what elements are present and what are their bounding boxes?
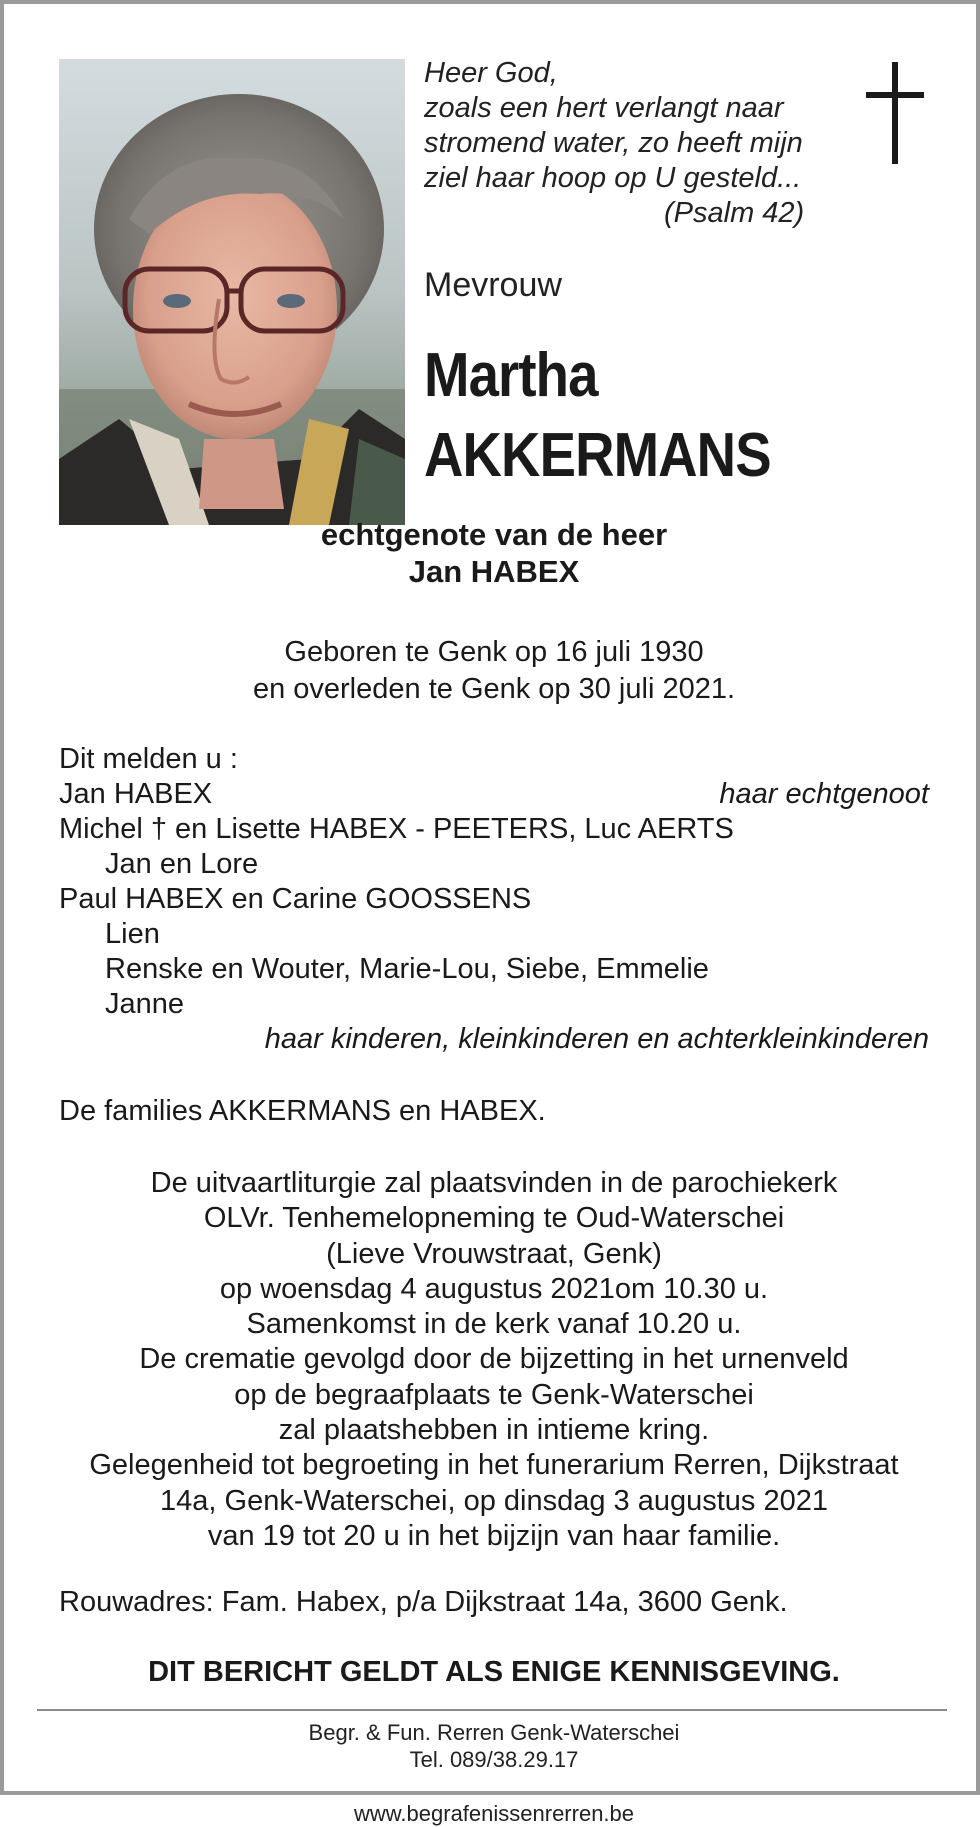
funeral-line: zal plaatshebben in intieme kring. xyxy=(278,1414,710,1447)
company-name: Begr. & Fun. Rerren Genk-Waterschei xyxy=(308,1720,680,1745)
spouse-name: Jan HABEX xyxy=(59,778,213,810)
birth-death-dates xyxy=(59,634,929,708)
website-link[interactable]: www.begrafenissenrerren.be xyxy=(353,1801,635,1826)
spouse-line: Jan HABEX xyxy=(408,554,580,589)
family-row-spouse xyxy=(59,777,929,812)
portrait-photo xyxy=(59,59,405,525)
families-line: De families AKKERMANS en HABEX. xyxy=(59,1095,546,1127)
spouse-info xyxy=(59,516,929,590)
family-row: Janne xyxy=(105,988,185,1020)
family-row: Lien xyxy=(105,918,160,950)
notice-statement: DIT BERICHT GELDT ALS ENIGE KENNISGEVING. xyxy=(148,1656,840,1688)
family-list xyxy=(59,742,929,1057)
quote-reference: (Psalm 42) xyxy=(664,197,805,229)
funeral-details xyxy=(44,1166,944,1554)
funeral-line: van 19 tot 20 u in het bijzijn van haar familie. xyxy=(207,1519,781,1552)
family-row: Renske en Wouter, Marie-Lou, Siebe, Emmelie xyxy=(105,953,709,985)
first-name: Martha xyxy=(424,341,598,410)
portrait-illustration xyxy=(59,59,405,525)
family-row: Jan en Lore xyxy=(105,848,259,880)
phone-number: Tel. 089/38.29.17 xyxy=(409,1747,579,1772)
family-row: Michel † en Lisette HABEX - PEETERS, Luc AERTS xyxy=(59,813,734,845)
quote-line: ziel haar hoop op U gesteld... xyxy=(424,162,802,194)
funeral-line: Gelegenheid tot begroeting in het funerarium Rerren, Dijkstraat xyxy=(89,1449,899,1482)
spouse-role: haar echtgenoot xyxy=(719,778,929,810)
quote-line: zoals een hert verlangt naar xyxy=(424,92,784,124)
funeral-line: 14a, Genk-Waterschei, op dinsdag 3 augustus 2021 xyxy=(160,1484,828,1517)
funeral-line: OLVr. Tenhemelopneming te Oud-Waterschei xyxy=(203,1202,785,1235)
funeral-line: De uitvaartliturgie zal plaatsvinden in de parochiekerk xyxy=(150,1167,838,1199)
funeral-home-footer xyxy=(44,1719,944,1827)
children-role: haar kinderen, kleinkinderen en achterkleinkinderen xyxy=(264,1023,929,1055)
last-name: AKKERMANS xyxy=(424,421,771,490)
quote-line: Heer God, xyxy=(424,57,558,89)
funeral-line: De crematie gevolgd door de bijzetting in het urnenveld xyxy=(139,1343,849,1376)
cross-icon xyxy=(866,62,924,164)
footer-divider xyxy=(37,1709,947,1711)
funeral-line: op de begraafplaats te Genk-Waterschei xyxy=(234,1378,754,1411)
date-line: en overleden te Genk op 30 juli 2021. xyxy=(252,673,736,705)
spouse-line: echtgenote van de heer xyxy=(320,517,668,552)
salutation: Mevrouw xyxy=(424,266,562,304)
mourning-address: Rouwadres: Fam. Habex, p/a Dijkstraat 14a, 3600 Genk. xyxy=(59,1586,788,1618)
funeral-line: (Lieve Vrouwstraat, Genk) xyxy=(326,1237,662,1270)
funeral-line: op woensdag 4 augustus 2021om 10.30 u. xyxy=(219,1272,769,1305)
date-line: Geboren te Genk op 16 juli 1930 xyxy=(284,636,704,668)
funeral-line: Samenkomst in de kerk vanaf 10.20 u. xyxy=(246,1308,742,1341)
quote-line: stromend water, zo heeft mijn xyxy=(424,127,803,159)
deceased-name xyxy=(424,336,771,496)
contact-line xyxy=(44,1746,944,1827)
family-intro: Dit melden u : xyxy=(59,743,238,775)
psalm-quote xyxy=(424,56,844,231)
family-row: Paul HABEX en Carine GOOSSENS xyxy=(59,883,532,915)
